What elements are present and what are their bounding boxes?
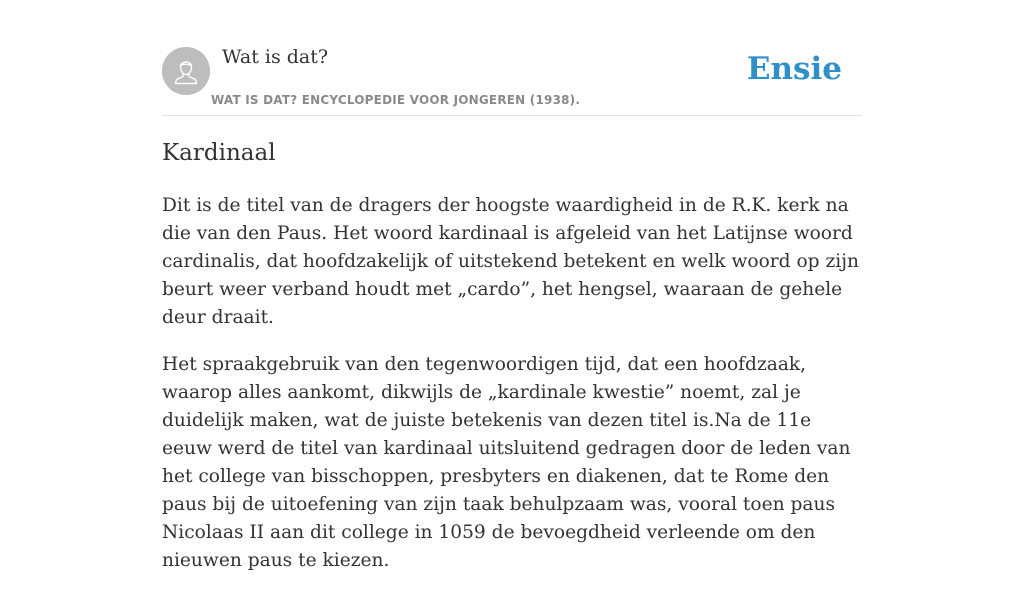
- avatar[interactable]: [162, 47, 210, 95]
- source-title[interactable]: Wat is dat?: [222, 46, 329, 68]
- source-header: [162, 40, 862, 116]
- source-subtitle: WAT IS DAT? ENCYCLOPEDIE VOOR JONGEREN (1938).: [211, 93, 581, 107]
- article-paragraph: Dit is de titel van de dragers der hoogste waardigheid in de R.K. kerk na die van den Paus. Het woord kardinaal is afgeleid van het Latijnse woord cardinalis, dat hoofdzakelijk of uitstekend betekent en welk woord op zijn beurt weer verband houdt met „cardo”, het hengsel, waaraan de gehele deur draait.: [162, 195, 859, 328]
- brand-logo[interactable]: Ensie: [746, 51, 842, 87]
- article-paragraph: Het spraakgebruik van den tegenwoordigen tijd, dat een hoofdzaak, waarop alles aankomt, dikwijls de „kardinale kwestie” noemt, zal je duidelijk maken, wat de juiste betekenis van dezen titel is.Na de 11e eeuw werd de titel van kardinaal uitsluitend gedragen door de leden van het college van bisschoppen, presbyters en diakenen, dat te Rome den paus bij de uitoefening van zijn taak behulpzaam was, vooral toen paus Nicolaas II aan dit college in 1059 de bevoegdheid verleende om den nieuwen paus te kiezen.: [162, 354, 851, 571]
- article-body: [162, 192, 862, 594]
- user-placeholder-icon: [162, 47, 210, 95]
- article-title: Kardinaal: [162, 140, 276, 166]
